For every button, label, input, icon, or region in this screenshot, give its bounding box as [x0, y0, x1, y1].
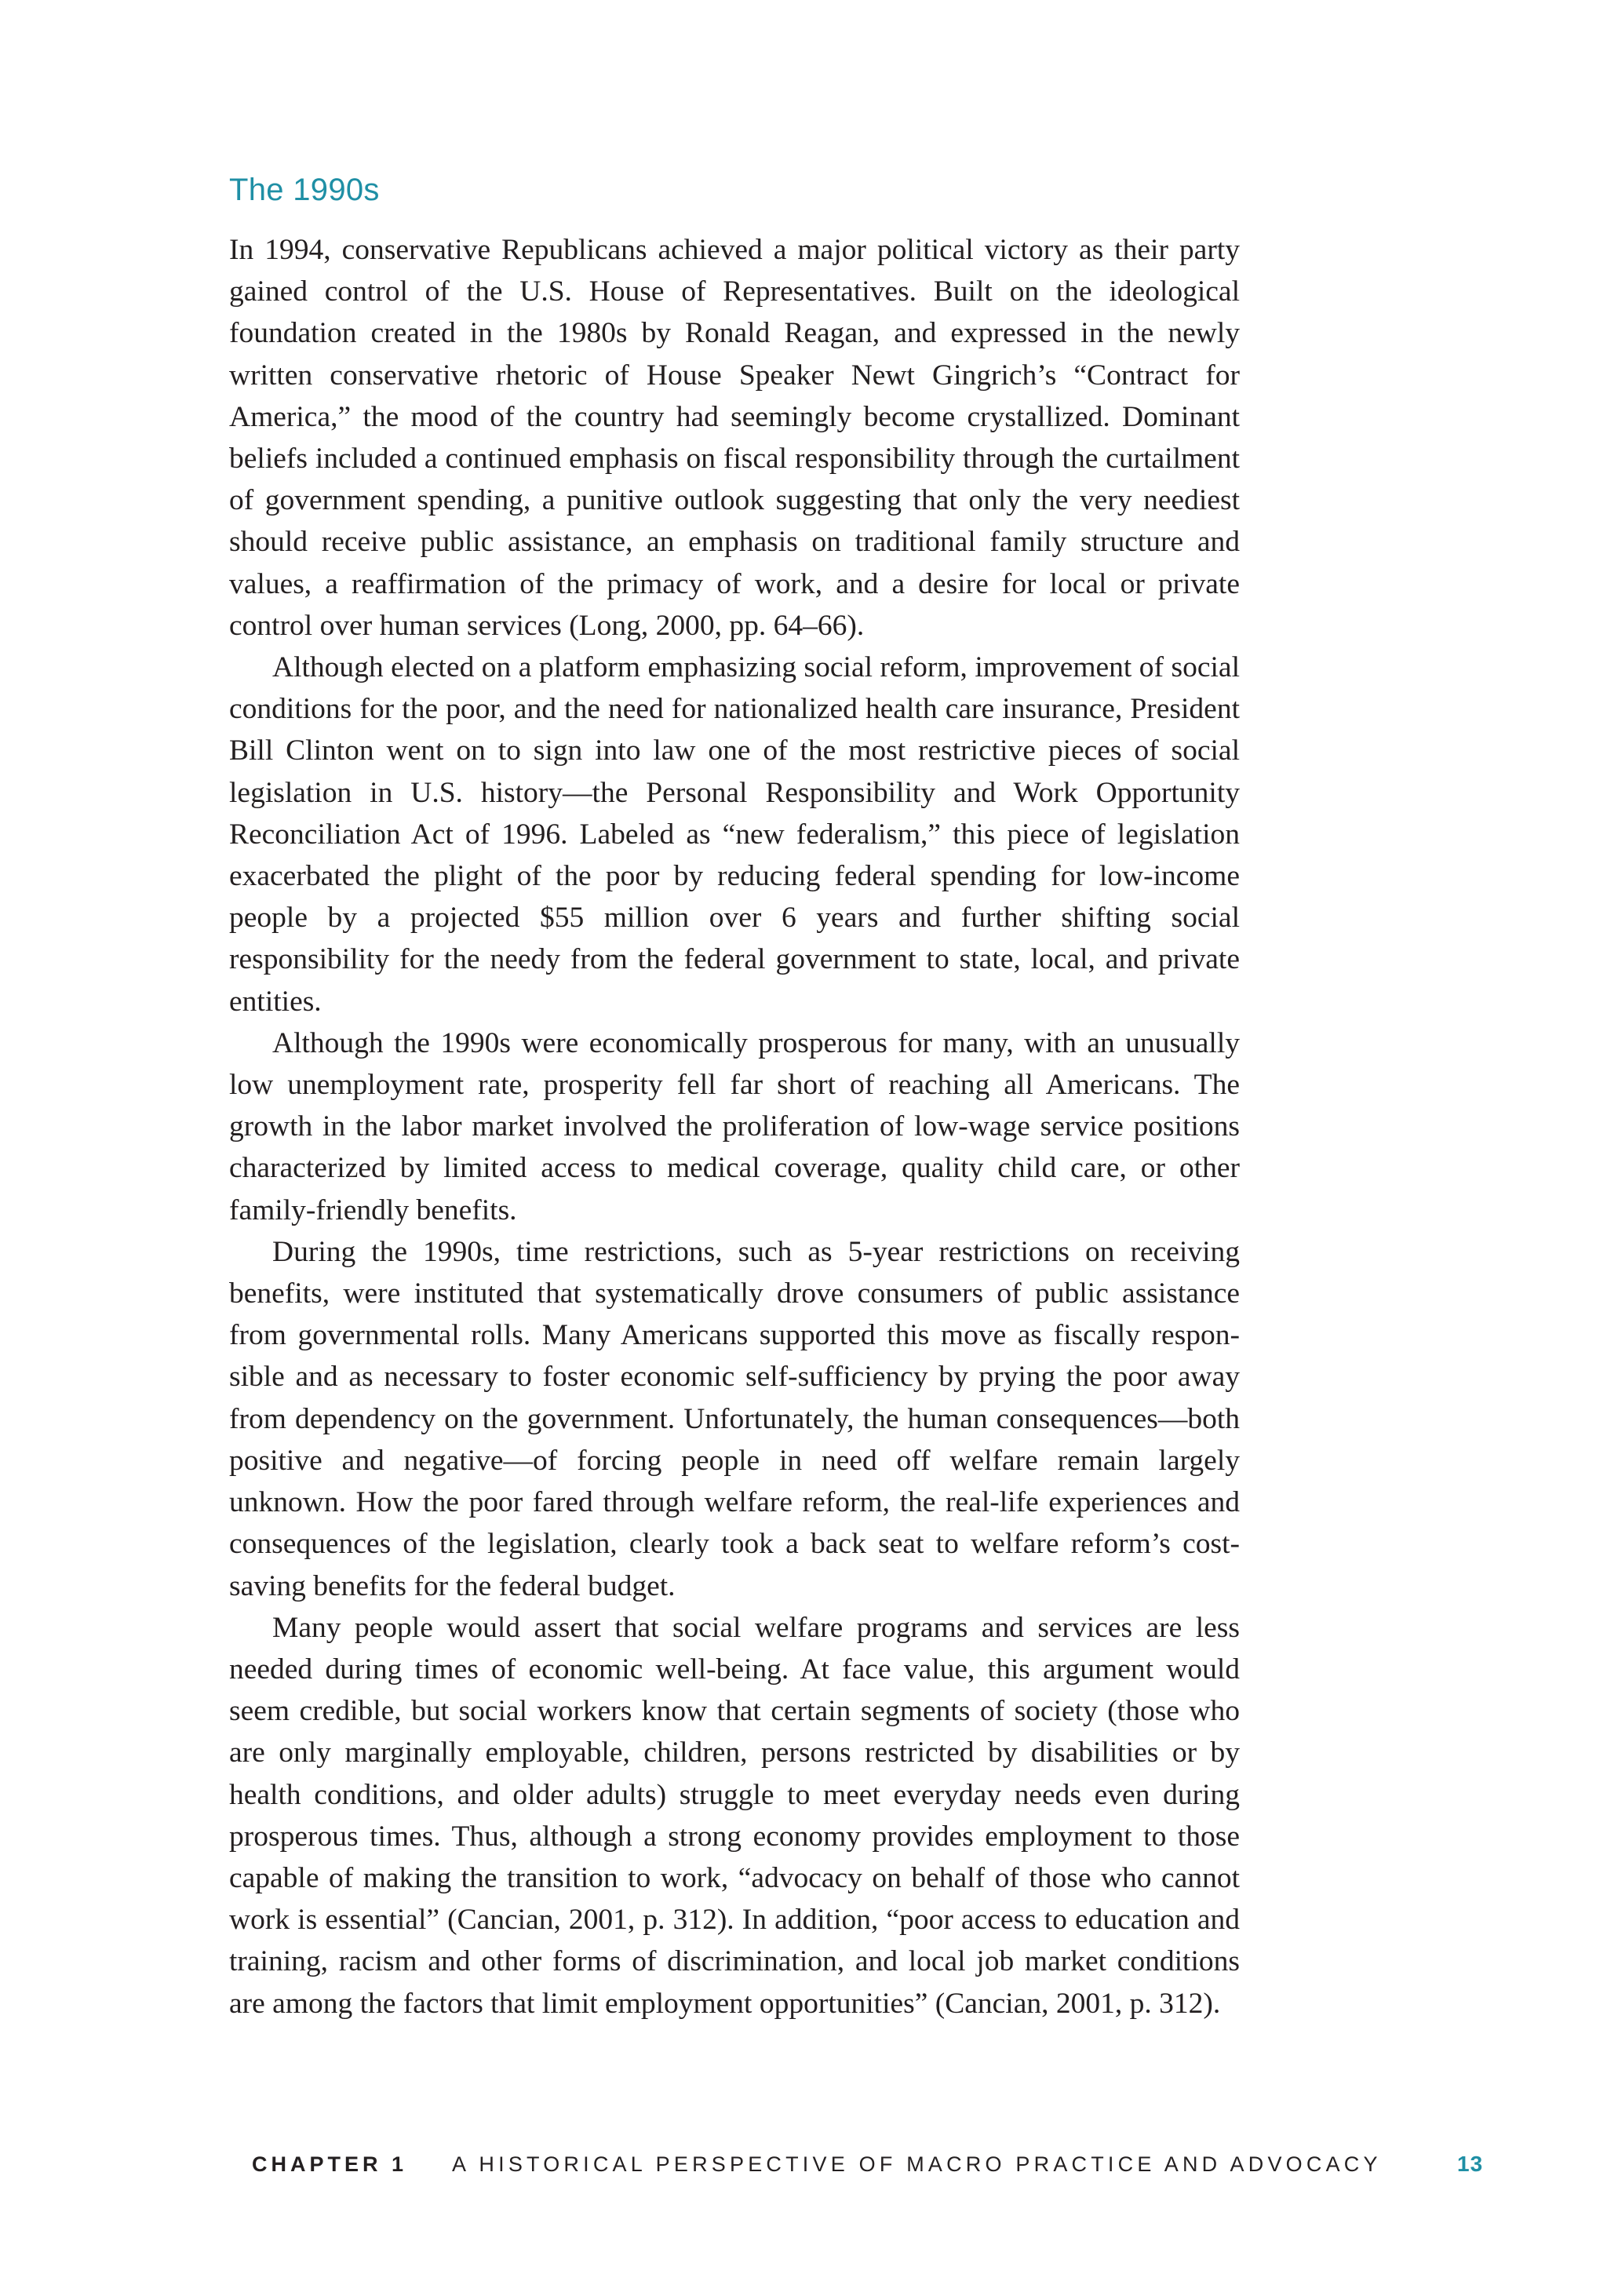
footer-chapter-title: A HISTORICAL PERSPECTIVE OF MACRO PRACTICE AND ADVOCACY [452, 2152, 1382, 2176]
section-heading: The 1990s [229, 173, 380, 207]
paragraph-economic-prosperity: Although the 1990s were economically prosperous for many, with an unusually low unemployment rate, prosperity fell far short of reaching all Americans. The growth in the labor market involved the proliferation of low-wage service positions characterized by limited access to medical coverage, quality child care, or other family-friendly benefits. [229, 1026, 1240, 1226]
page-footer [0, 2148, 1607, 2180]
paragraph-1992-republican-victory: In 1994, conservative Republicans achieved a major political victory as their party gained control of the U.S. House of Representatives. Built on the ideological foundation created in the 1980s by Ronald Reagan, and expressed in the newly written conservative rhetoric of House Speaker Newt Gingrich’s “Contract for America,” the mood of the country had seemingly become crystallized. Dominant beliefs included a continued emphasis on fiscal responsibility through the curtailment of government spending, a punitive outlook suggesting that only the very neediest should receive public assistance, an emphasis on traditional family structure and values, a reaffirmation of the primacy of work, and a desire for local or private control over human services (Long, 2000, pp. 64–66). [229, 234, 1240, 642]
page-number: 13 [1457, 2152, 1484, 2176]
paragraph-clinton-welfare-act: Although elected on a platform emphasizing social reform, improvement of social conditions for the poor, and the need for nationalized health care insurance, President Bill Clinton went on to sign into law one of the most restrictive pieces of social legislation in U.S. history—the Personal Responsibility and Work Opportunity Reconciliation Act of 1996. Labeled as “new federalism,” this piece of legislation exacerbated the plight of the poor by reducing federal spending for low-income people by a projected $55 million over 6 years and further shifting social responsibility for the needy from the federal government to state, local, and private entities. [229, 651, 1240, 1018]
footer-chapter-label: CHAPTER 1 [252, 2152, 408, 2176]
paragraph-social-welfare-need: Many people would assert that social welfare programs and services are less needed during times of economic well-being. At face value, this argument would seem credible, but social workers know that certain segments of society (those who are only marginally employable, children, persons restricted by disabilities or by health conditions, and older adults) struggle to meet everyday needs even during prosperous times. Thus, although a strong economy provides employment to those capable of making the transition to work, “advocacy on behalf of those who cannot work is essential” (Cancian, 2001, p. 312). In addition, “poor access to education and training, racism and other forms of discrimination, and local job market conditions are among the factors that limit employment opportunities” (Cancian, 2001, p. 312). [229, 1611, 1240, 2020]
paragraph-time-restrictions: During the 1990s, time restrictions, such as 5-year restrictions on receiving benefits, were instituted that systematically drove consumers of public assistance from governmental rolls. Many Americans supported this move as fiscally responsible and as necessary to foster economic self-sufficiency by prying the poor away from dependency on the government. Unfortunately, the human consequences—both positive and negative—of forcing people in need off welfare remain largely unknown. How the poor fared through welfare reform, the real-life experiences and consequences of the legislation, clearly took a back seat to welfare reform’s cost-saving benefits for the federal budget. [229, 1235, 1240, 1602]
body-text [229, 229, 1240, 2024]
